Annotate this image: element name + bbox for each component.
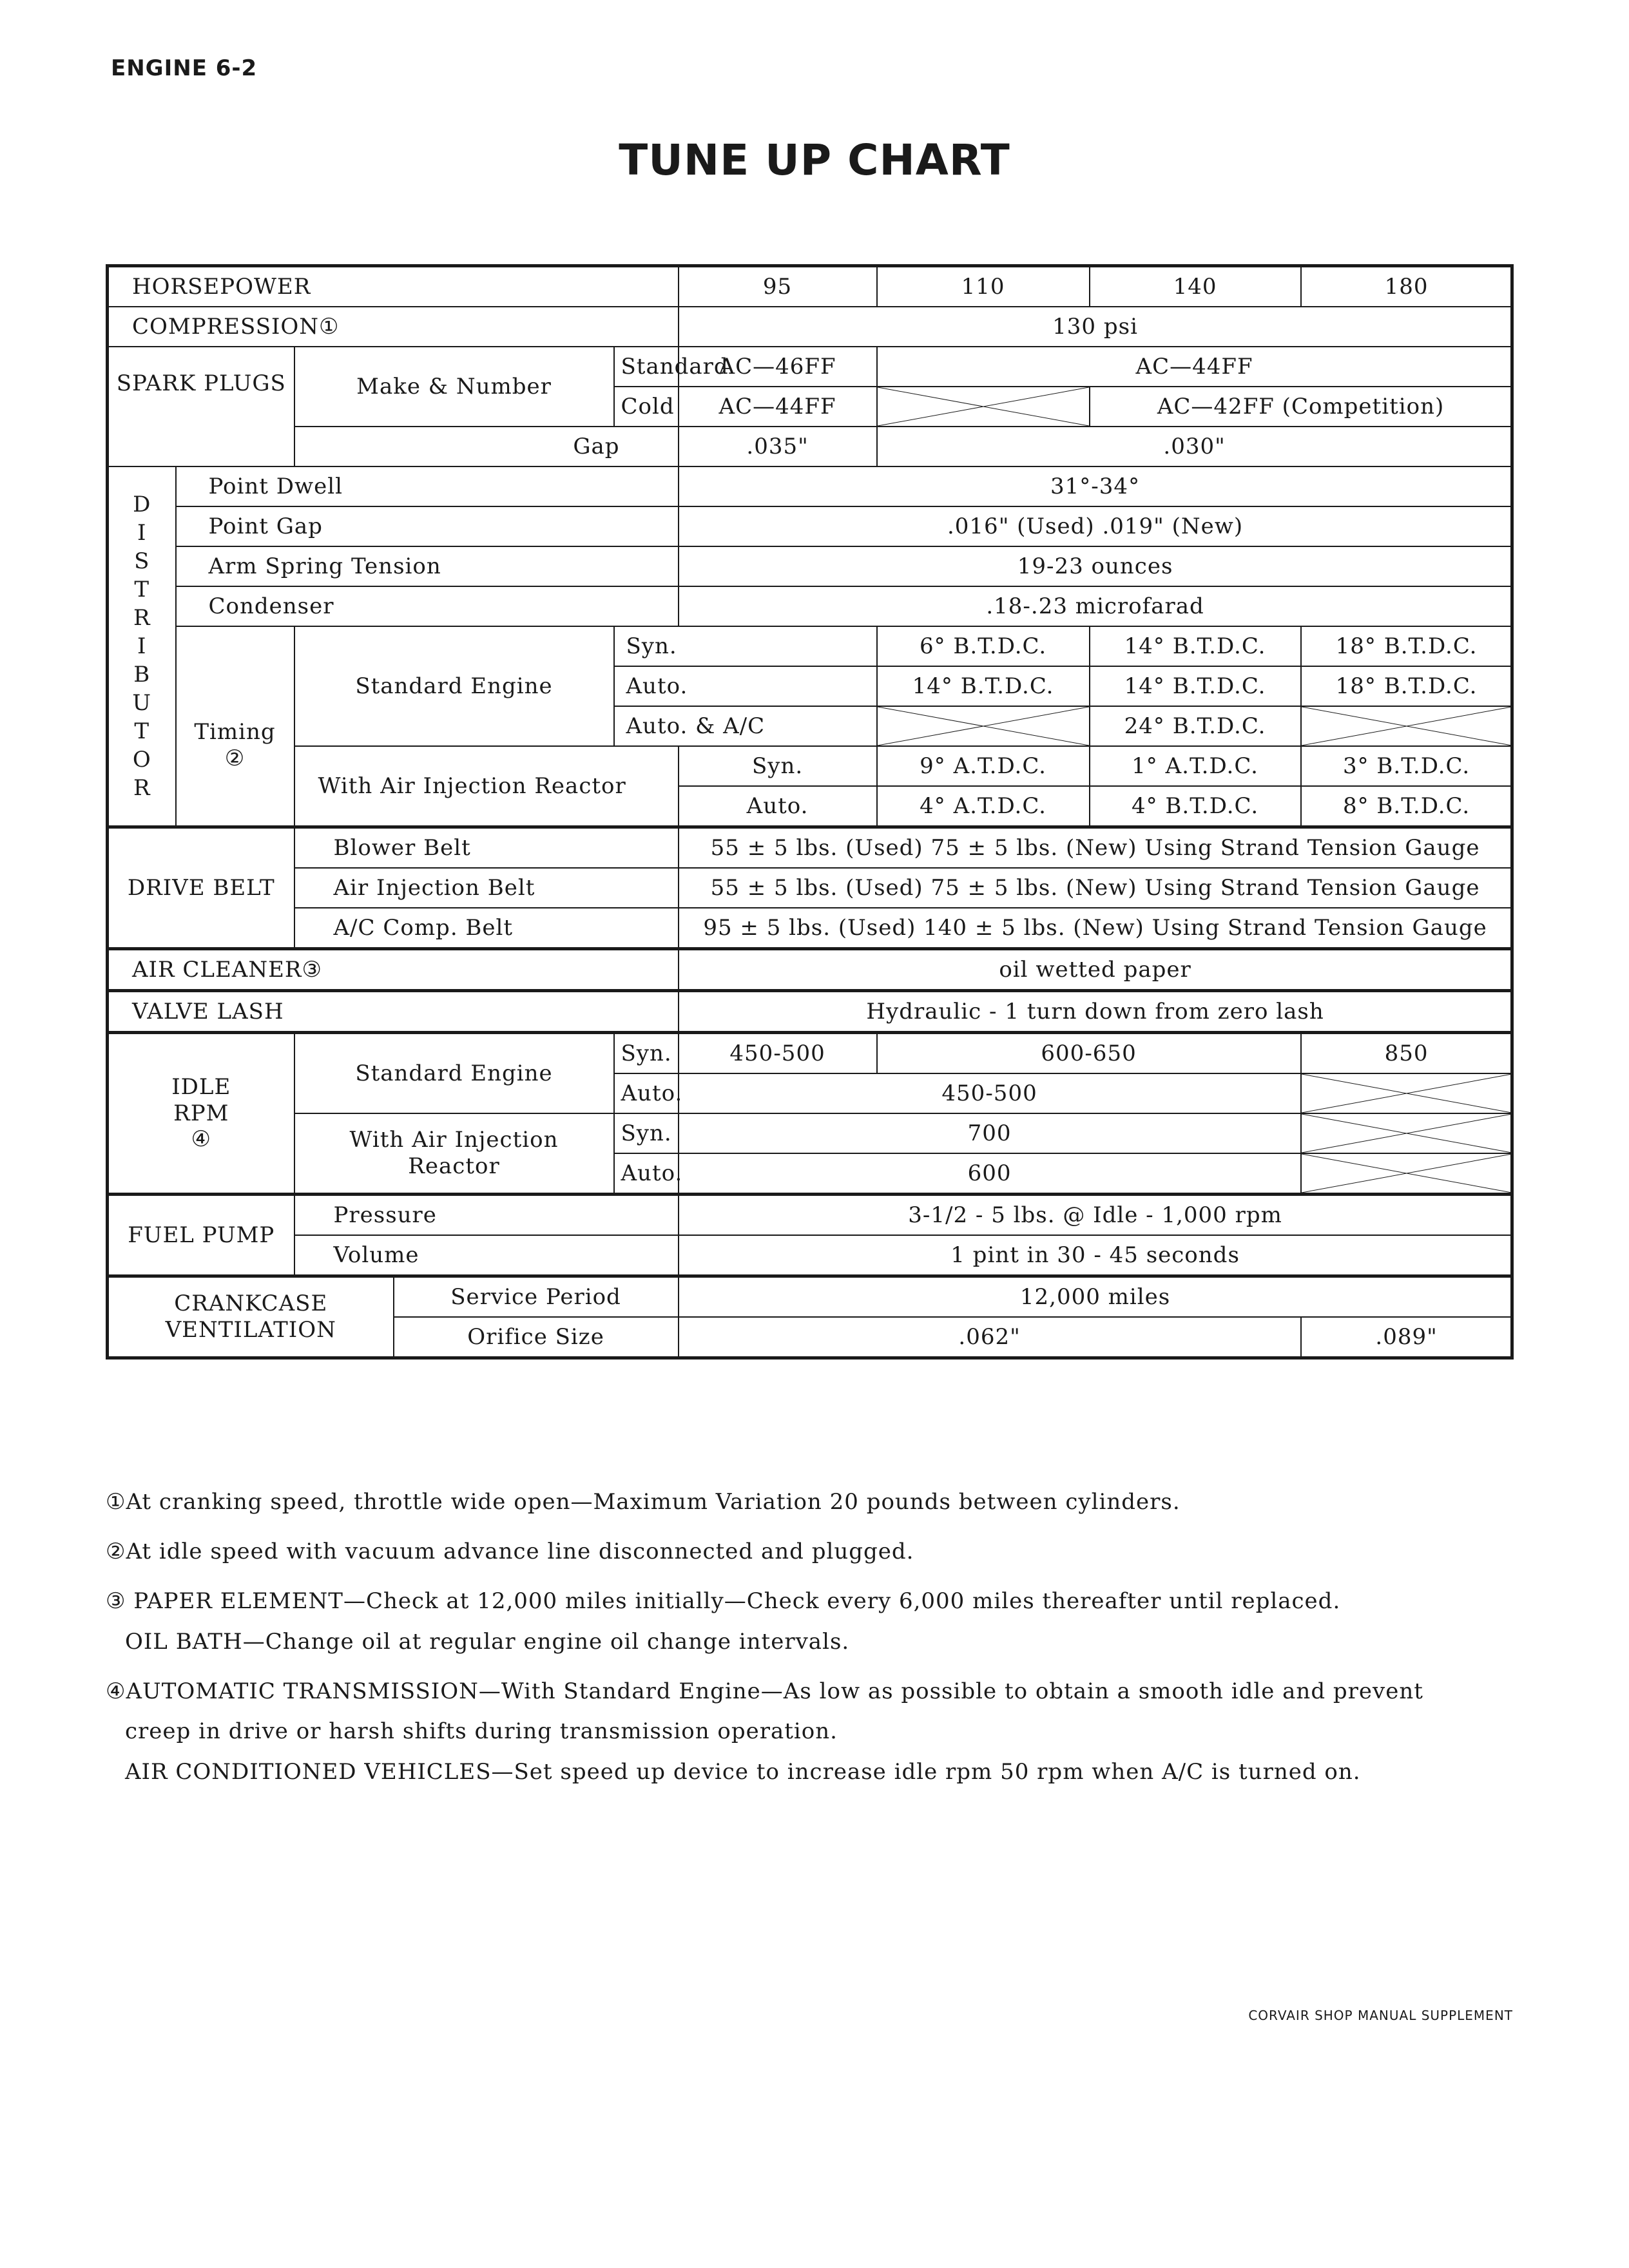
timing-std-syn-140: 18° B.T.D.C.: [1301, 626, 1512, 666]
timing-air-syn-row: [108, 746, 1512, 786]
point-dwell-row: [108, 466, 1512, 506]
fuel-pressure-value: 3-1/2 - 5 lbs. @ Idle - 1,000 rpm: [679, 1195, 1512, 1236]
fuel-volume-label: Volume: [294, 1235, 679, 1276]
timing-std-auto-95: 14° B.T.D.C.: [877, 666, 1090, 706]
air-cleaner-value: oil wetted paper: [679, 949, 1512, 991]
footnote-1-text: ①At cranking speed, throttle wide open—Maximum Variation 20 pounds between cylinders.: [106, 1489, 1181, 1515]
timing-note-marker: ②: [224, 745, 246, 771]
footnotes: [106, 1482, 1510, 1802]
footnote-3: [106, 1581, 1510, 1662]
fuel-volume-row: [108, 1235, 1512, 1276]
arm-spring-value: 19-23 ounces: [679, 546, 1512, 586]
fuel-pressure-row: [108, 1195, 1512, 1236]
page-title: TUNE UP CHART: [619, 135, 1010, 185]
timing-std-syn-95: 6° B.T.D.C.: [877, 626, 1090, 666]
timing-standard-engine-label: Standard Engine: [294, 626, 614, 746]
idle-air-auto-value: 600: [679, 1153, 1301, 1195]
timing-air-syn-95: 9° A.T.D.C.: [877, 746, 1090, 786]
cross-out-icon: [1302, 1074, 1512, 1113]
timing-std-auto-label: Auto.: [614, 666, 877, 706]
spark-cold-95: AC—44FF: [679, 387, 877, 427]
valve-lash-value: Hydraulic - 1 turn down from zero lash: [679, 991, 1512, 1033]
idle-air-auto-label: Auto.: [614, 1153, 679, 1195]
drive-belt-label: DRIVE BELT: [108, 827, 294, 949]
idle-std-syn-label: Syn.: [614, 1033, 679, 1074]
timing-std-auto-140: 18° B.T.D.C.: [1301, 666, 1512, 706]
idle-std-auto-label: Auto.: [614, 1073, 679, 1113]
footnote-4-line-2: creep in drive or harsh shifts during transmission operation.: [125, 1718, 838, 1745]
air-injection-belt-label: Air Injection Belt: [294, 868, 679, 908]
air-cleaner-label: AIR CLEANER③: [108, 949, 679, 991]
idle-air-syn-value: 700: [679, 1113, 1301, 1153]
timing-std-auto-ac-label: Auto. & A/C: [614, 706, 877, 746]
idle-rpm-note-marker: ④: [191, 1126, 211, 1153]
ac-comp-belt-row: [108, 908, 1512, 949]
compression-label: COMPRESSION①: [108, 307, 679, 347]
valve-lash-row: [108, 991, 1512, 1033]
spark-standard-rest: AC—44FF: [877, 347, 1512, 387]
not-applicable-cell: [1301, 706, 1512, 746]
idle-std-syn-110-140: 600-650: [877, 1033, 1301, 1074]
arm-spring-row: [108, 546, 1512, 586]
timing-air-syn-label: Syn.: [679, 746, 877, 786]
idle-standard-engine-label: Standard Engine: [294, 1033, 614, 1114]
spark-gap-rest: .030": [877, 427, 1512, 466]
condenser-value: .18-.23 microfarad: [679, 586, 1512, 626]
tune-up-chart-table: [106, 264, 1514, 1360]
cross-out-icon: [878, 707, 1089, 745]
point-gap-row: [108, 506, 1512, 546]
timing-std-syn-label: Syn.: [614, 626, 877, 666]
spark-gap-95: .035": [679, 427, 877, 466]
hp-95: 95: [679, 266, 877, 307]
idle-std-syn-row: [108, 1033, 1512, 1074]
condenser-row: [108, 586, 1512, 626]
horsepower-label: HORSEPOWER: [108, 266, 679, 307]
air-injection-belt-row: [108, 868, 1512, 908]
point-dwell-value: 31°-34°: [679, 466, 1512, 506]
page-footer: CORVAIR SHOP MANUAL SUPPLEMENT: [1248, 2008, 1513, 2023]
air-injection-belt-value: 55 ± 5 lbs. (Used) 75 ± 5 lbs. (New) Using Strand Tension Gauge: [679, 868, 1512, 908]
idle-air-syn-row: [108, 1113, 1512, 1153]
idle-std-syn-180: 850: [1301, 1033, 1512, 1074]
hp-110: 110: [877, 266, 1090, 307]
footnote-4-line-1: ④AUTOMATIC TRANSMISSION—With Standard Engine—As low as possible to obtain a smooth idle and prevent: [106, 1678, 1423, 1704]
fuel-volume-value: 1 pint in 30 - 45 seconds: [679, 1235, 1512, 1276]
timing-air-auto-140: 8° B.T.D.C.: [1301, 786, 1512, 827]
timing-std-syn-110: 14° B.T.D.C.: [1090, 626, 1301, 666]
cross-out-icon: [1302, 707, 1512, 745]
crankcase-orifice-180: .089": [1301, 1317, 1512, 1358]
timing-std-auto-ac-110: 24° B.T.D.C.: [1090, 706, 1301, 746]
spark-cold-competition: AC—42FF (Competition): [1090, 387, 1512, 427]
idle-std-auto-value: 450-500: [679, 1073, 1301, 1113]
distributor-label: [108, 466, 176, 827]
ac-comp-belt-value: 95 ± 5 lbs. (Used) 140 ± 5 lbs. (New) Using Strand Tension Gauge: [679, 908, 1512, 949]
point-gap-value: .016" (Used) .019" (New): [679, 506, 1512, 546]
page-header: ENGINE 6-2: [111, 55, 258, 81]
make-number-label: Make & Number: [294, 347, 614, 427]
footnote-4-line-3: AIR CONDITIONED VEHICLES—Set speed up device to increase idle rpm 50 rpm when A/C is turned on.: [125, 1759, 1361, 1785]
not-applicable-cell: [1301, 1153, 1512, 1195]
compression-value: 130 psi: [679, 307, 1512, 347]
timing-air-injection-label: With Air Injection Reactor: [294, 746, 679, 827]
timing-air-auto-label: Auto.: [679, 786, 877, 827]
timing-air-auto-95: 4° A.T.D.C.: [877, 786, 1090, 827]
footnote-1: [106, 1482, 1510, 1523]
not-applicable-cell: [877, 706, 1090, 746]
not-applicable-cell: [1301, 1113, 1512, 1153]
blower-belt-label: Blower Belt: [294, 827, 679, 869]
timing-air-auto-110: 4° B.T.D.C.: [1090, 786, 1301, 827]
spark-standard-label: Standard: [614, 347, 679, 387]
crankcase-label: CRANKCASE VENTILATION: [108, 1276, 394, 1358]
footnote-2: [106, 1532, 1510, 1572]
condenser-label: Condenser: [176, 586, 679, 626]
horsepower-row: [108, 266, 1512, 307]
timing-std-syn-row: [108, 626, 1512, 666]
cross-out-icon: [1302, 1154, 1512, 1193]
point-gap-label: Point Gap: [176, 506, 679, 546]
footnote-4: [106, 1671, 1510, 1793]
footnote-2-text: ②At idle speed with vacuum advance line disconnected and plugged.: [106, 1538, 914, 1564]
fuel-pump-label: FUEL PUMP: [108, 1195, 294, 1276]
ac-comp-belt-label: A/C Comp. Belt: [294, 908, 679, 949]
spark-standard-95: AC—46FF: [679, 347, 877, 387]
crankcase-service-value: 12,000 miles: [679, 1276, 1512, 1318]
footnote-3-line-1: ③ PAPER ELEMENT—Check at 12,000 miles initially—Check every 6,000 miles thereafter until replaced.: [106, 1588, 1341, 1614]
hp-140: 140: [1090, 266, 1301, 307]
crankcase-service-label: Service Period: [394, 1276, 679, 1318]
spark-cold-label: Cold: [614, 387, 679, 427]
idle-rpm-label-text: IDLE RPM: [171, 1073, 231, 1126]
spark-standard-row: [108, 347, 1512, 387]
idle-rpm-label: [108, 1033, 294, 1195]
not-applicable-cell: [877, 387, 1090, 427]
idle-air-injection-label: With Air Injection Reactor: [294, 1113, 614, 1195]
timing-std-auto-110: 14° B.T.D.C.: [1090, 666, 1301, 706]
footnote-3-line-2: OIL BATH—Change oil at regular engine oil change intervals.: [125, 1628, 850, 1655]
fuel-pressure-label: Pressure: [294, 1195, 679, 1236]
idle-std-syn-95: 450-500: [679, 1033, 877, 1074]
blower-belt-row: [108, 827, 1512, 869]
air-cleaner-row: [108, 949, 1512, 991]
compression-row: [108, 307, 1512, 347]
spark-plugs-label: SPARK PLUGS: [108, 347, 294, 466]
crankcase-orifice-main: .062": [679, 1317, 1301, 1358]
timing-label: [176, 626, 294, 827]
spark-gap-label: Gap: [294, 427, 679, 466]
timing-label-text: Timing: [194, 719, 276, 745]
crankcase-orifice-label: Orifice Size: [394, 1317, 679, 1358]
timing-air-syn-140: 3° B.T.D.C.: [1301, 746, 1512, 786]
idle-air-syn-label: Syn.: [614, 1113, 679, 1153]
blower-belt-value: 55 ± 5 lbs. (Used) 75 ± 5 lbs. (New) Using Strand Tension Gauge: [679, 827, 1512, 869]
cross-out-icon: [878, 387, 1089, 426]
not-applicable-cell: [1301, 1073, 1512, 1113]
arm-spring-label: Arm Spring Tension: [176, 546, 679, 586]
point-dwell-label: Point Dwell: [176, 466, 679, 506]
cross-out-icon: [1302, 1114, 1512, 1153]
valve-lash-label: VALVE LASH: [108, 991, 679, 1033]
timing-air-syn-110: 1° A.T.D.C.: [1090, 746, 1301, 786]
crankcase-service-row: [108, 1276, 1512, 1318]
spark-gap-row: [108, 427, 1512, 466]
hp-180: 180: [1301, 266, 1512, 307]
distributor-vertical-text: DISTRIBUTOR: [132, 492, 152, 801]
